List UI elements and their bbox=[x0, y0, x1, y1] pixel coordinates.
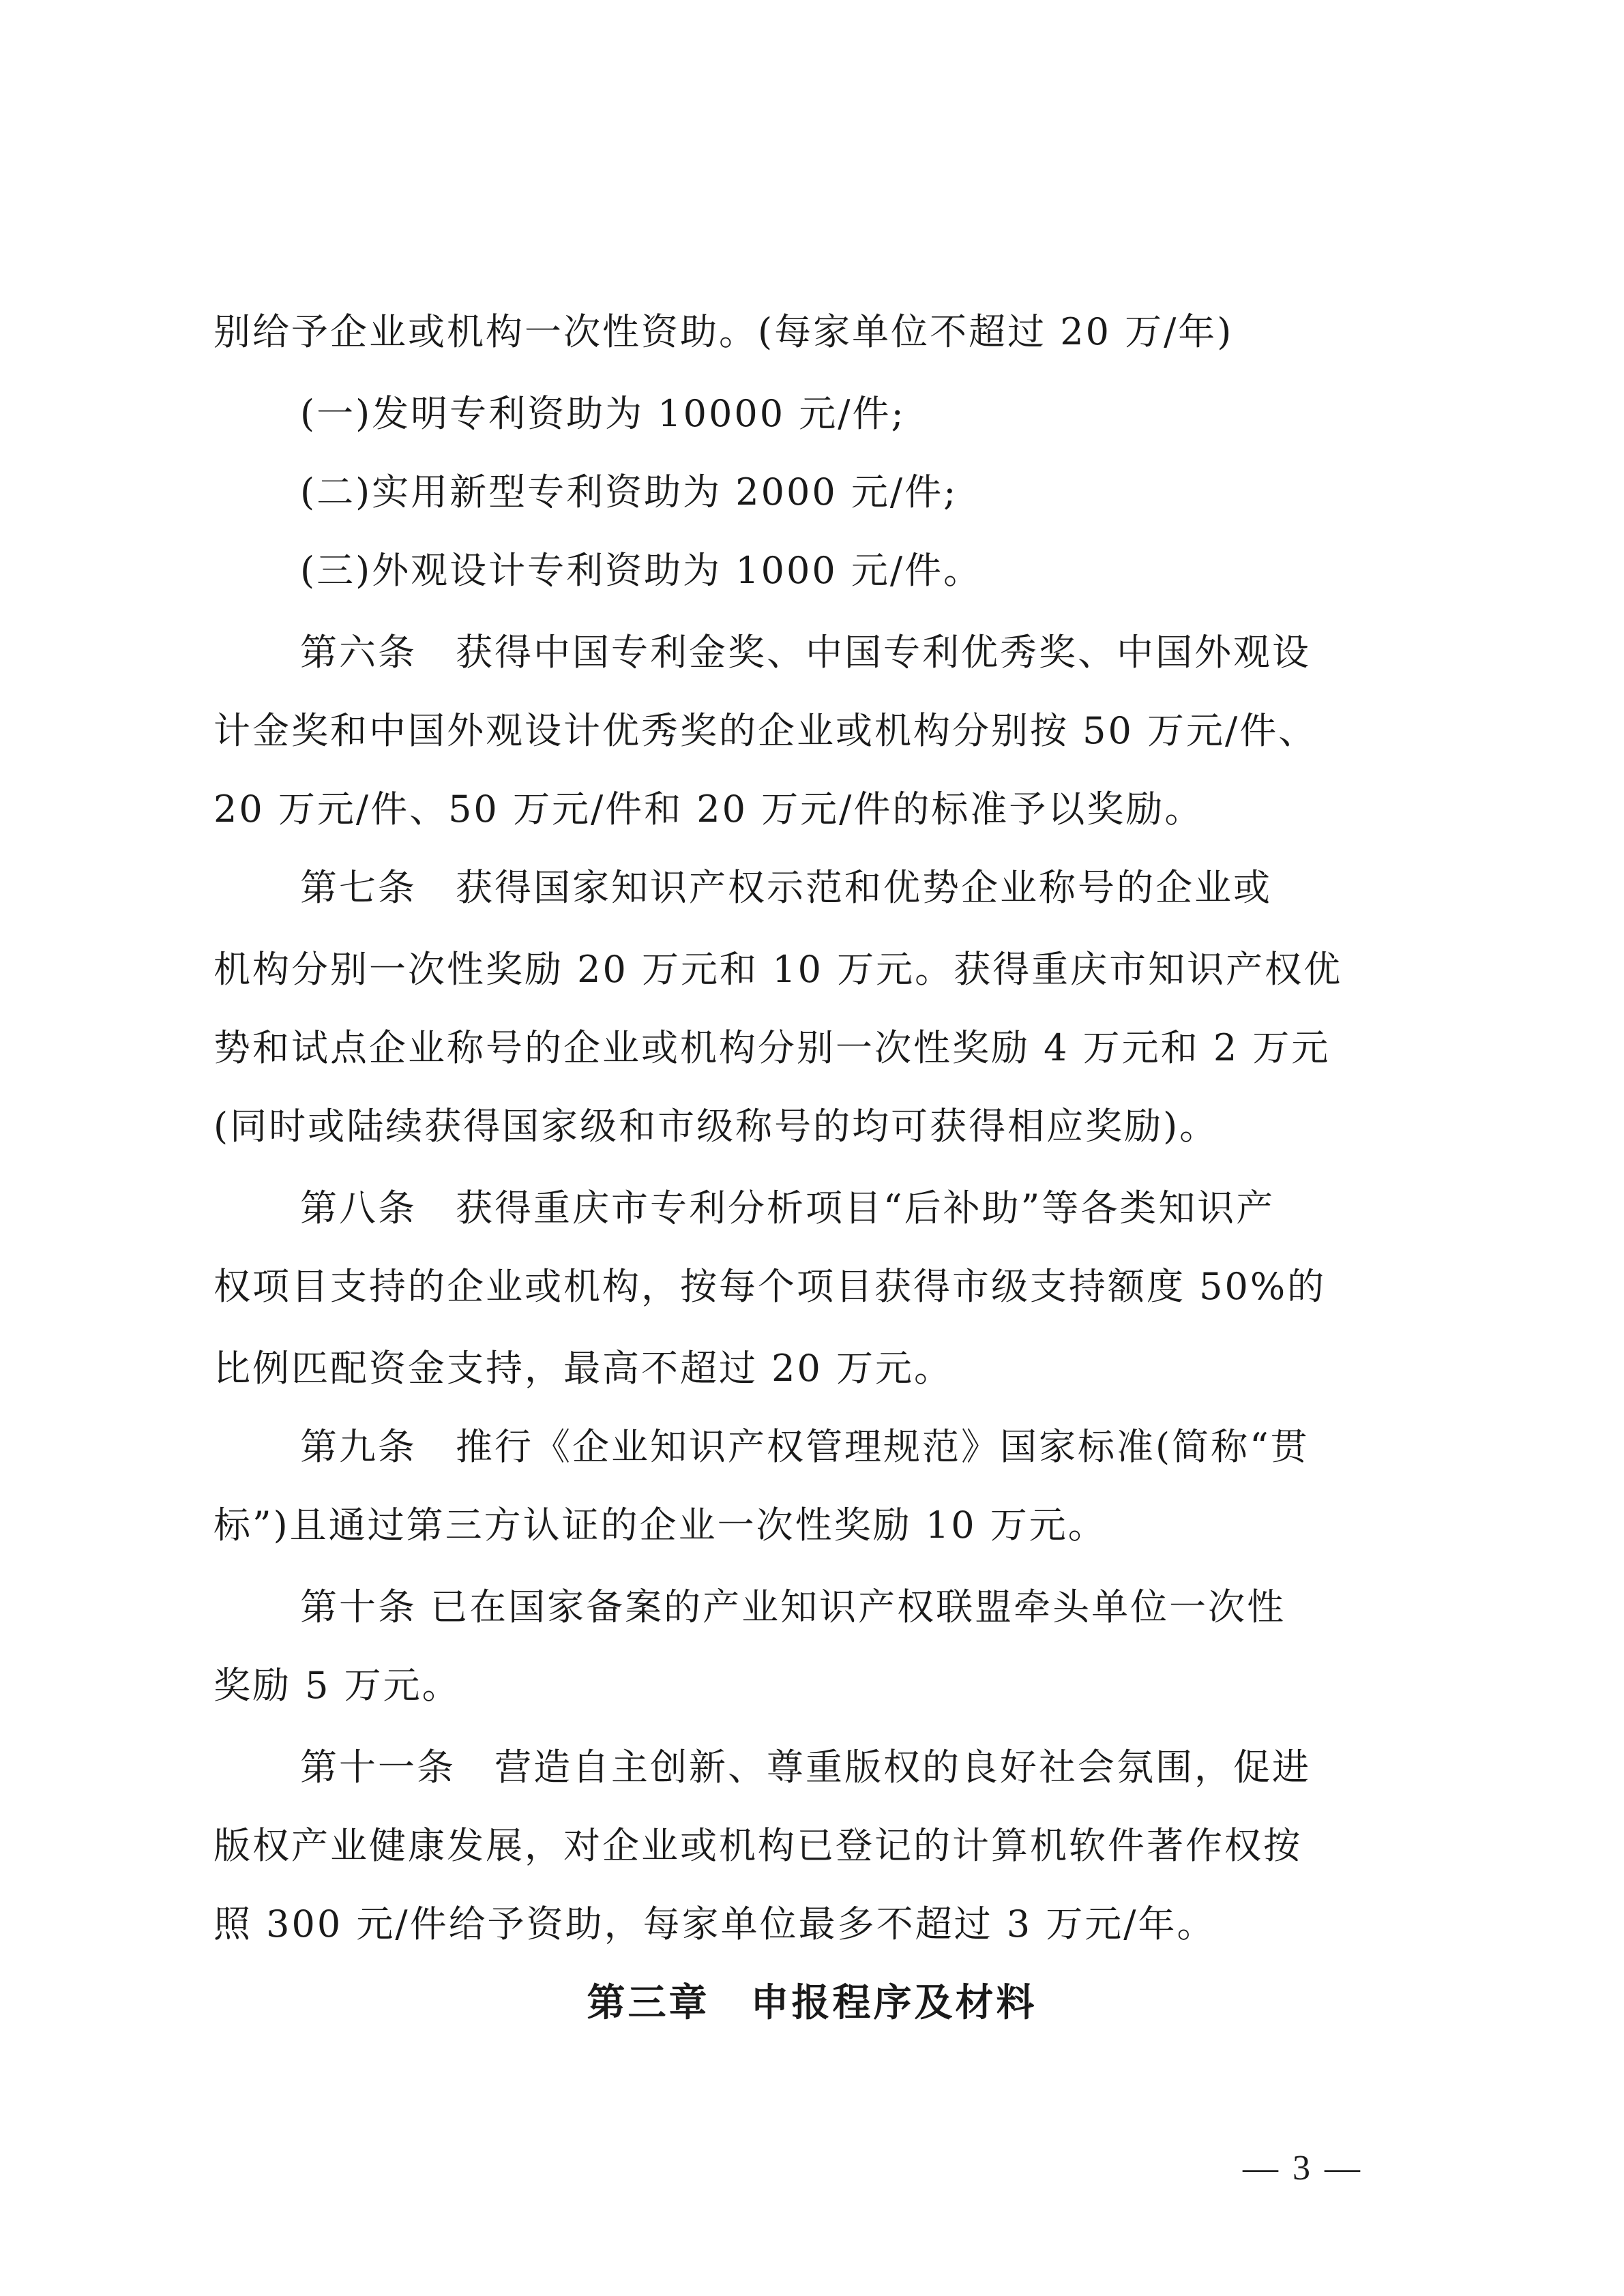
text-line: 别给予企业或机构一次性资助。(每家单位不超过 20 万/年) bbox=[213, 310, 1234, 353]
text-line: 标”)且通过第三方认证的企业一次性奖励 10 万元。 bbox=[213, 1504, 1107, 1547]
text-line: 照 300 元/件给予资助，每家单位最多不超过 3 万元/年。 bbox=[213, 1903, 1216, 1945]
text-line: 20 万元/件、50 万元/件和 20 万元/件的标准予以奖励。 bbox=[213, 788, 1204, 831]
text-line: 比例匹配资金支持，最高不超过 20 万元。 bbox=[213, 1347, 954, 1390]
text-line: 第十一条 营造自主创新、尊重版权的良好社会氛围，促进 bbox=[300, 1746, 1311, 1789]
text-line: (一)发明专利资助为 10000 元/件; bbox=[300, 392, 906, 435]
text-line: 版权产业健康发展，对企业或机构已登记的计算机软件著作权按 bbox=[213, 1824, 1302, 1867]
text-line: (三)外观设计专利资助为 1000 元/件。 bbox=[300, 549, 983, 592]
text-line: 机构分别一次性奖励 20 万元和 10 万元。获得重庆市知识产权优 bbox=[213, 948, 1343, 991]
text-line: 第十条 已在国家备案的产业知识产权联盟牵头单位一次性 bbox=[300, 1585, 1286, 1628]
text-line: 势和试点企业称号的企业或机构分别一次性奖励 4 万元和 2 万元 bbox=[213, 1026, 1331, 1069]
text-line: 第八条 获得重庆市专利分析项目“后补助”等各类知识产 bbox=[300, 1187, 1275, 1229]
text-line: 第九条 推行《企业知识产权管理规范》国家标准(简称“贯 bbox=[300, 1425, 1310, 1468]
text-line: 权项目支持的企业或机构，按每个项目获得市级支持额度 50%的 bbox=[213, 1265, 1327, 1308]
text-line: 第七条 获得国家知识产权示范和优势企业称号的企业或 bbox=[300, 866, 1272, 909]
text-line: 奖励 5 万元。 bbox=[213, 1664, 461, 1707]
text-line: (同时或陆续获得国家级和市级称号的均可获得相应奖励)。 bbox=[213, 1105, 1219, 1148]
text-line: (二)实用新型专利资助为 2000 元/件; bbox=[300, 471, 958, 513]
page-number: — 3 — bbox=[1243, 2149, 1363, 2188]
text-line: 计金奖和中国外观设计优秀奖的企业或机构分别按 50 万元/件、 bbox=[213, 709, 1318, 752]
chapter-heading: 第三章 申报程序及材料 bbox=[587, 1981, 1037, 2025]
text-line: 第六条 获得中国专利金奖、中国专利优秀奖、中国外观设 bbox=[300, 631, 1311, 674]
